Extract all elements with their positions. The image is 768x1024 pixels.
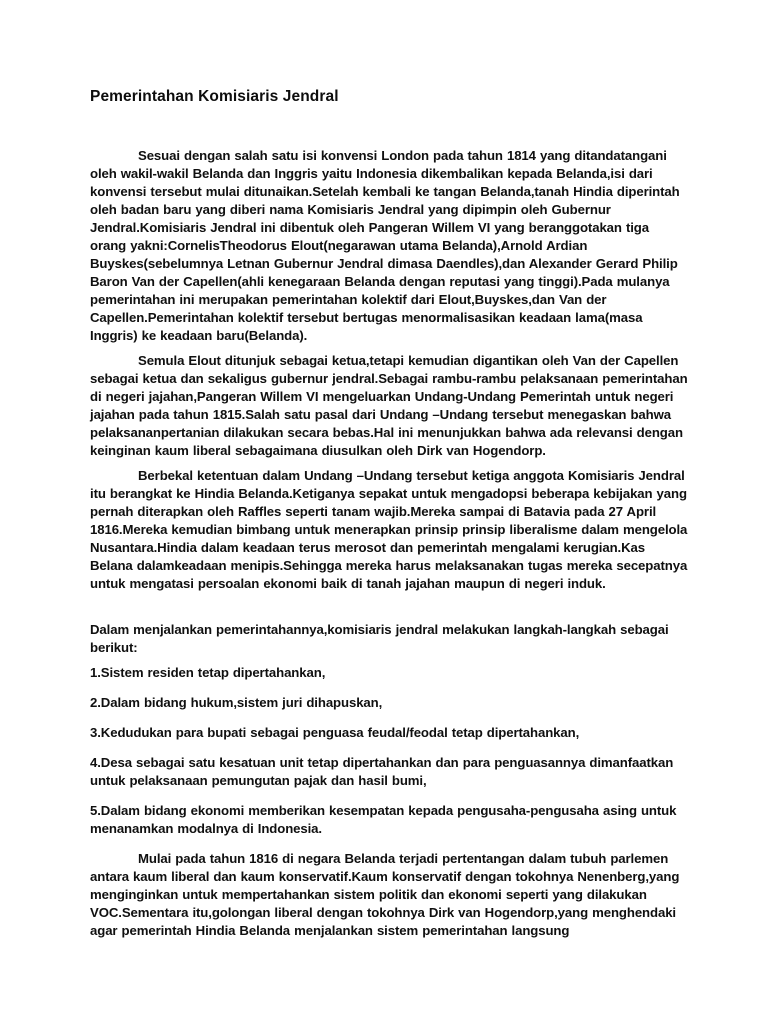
list-item-1: 1.Sistem residen tetap dipertahankan, xyxy=(90,665,326,680)
paragraph-berbekal-ketentuan: Berbekal ketentuan dalam Undang –Undang tersebut ketiga anggota Komisiaris Jendral itu berangkat ke Hindia Belanda.Ketiganya sepakat untuk mengadopsi beberapa kebijakan yang pernah diterapkan oleh Raffles seperti tanam wajib.Mereka sampai di Batavia pada 27 April 1816.Mereka kemudian bimbang untuk menerapkan prinsip prinsip liberalisme dalam mengelola Nusantara.Hindia dalam keadaan terus merosot dan pemerintah mengalami kerugian.Kas Belana dalamkeadaan menipis.Sehingga mereka harus melaksanakan tugas mereka secepatnya untuk mengatasi persoalan ekonomi baik di tanah jajahan maupun di negeri induk. xyxy=(90,468,688,591)
paragraph-semula-elout: Semula Elout ditunjuk sebagai ketua,tetapi kemudian digantikan oleh Van der Capellen sebagai ketua dan sekaligus gubernur jendral.Sebagai rambu-rambu pelaksanaan pemerintahan di negeri jajahan,Pangeran Willem VI mengeluarkan Undang-Undang Pemerintah untuk negeri jajahan pada tahun 1815.Salah satu pasal dari Undang –Undang tersebut menegaskan bahwa pelaksananpertanian dilakukan secara bebas.Hal ini menunjukkan bahwa ada relevansi dengan keinginan kaum liberal sebagaimana diusulkan oleh Dirk van Hogendorp. xyxy=(90,353,688,458)
list-item-4: 4.Desa sebagai satu kesatuan unit tetap dipertahankan dan para penguasannya dimanfaatkan untuk pelaksanaan pemungutan pajak dan hasil bumi, xyxy=(90,755,674,788)
list-item-3: 3.Kedudukan para bupati sebagai penguasa feudal/feodal tetap dipertahankan, xyxy=(90,725,580,740)
page-title: Pemerintahan Komisiaris Jendral xyxy=(90,88,339,105)
list-item-5: 5.Dalam bidang ekonomi memberikan kesempatan kepada pengusaha-pengusaha asing untuk menanamkan modalnya di Indonesia. xyxy=(90,803,677,836)
paragraph-list-intro: Dalam menjalankan pemerintahannya,komisiaris jendral melakukan langkah-langkah sebagai berikut: xyxy=(90,622,669,655)
paragraph-closing: Mulai pada tahun 1816 di negara Belanda terjadi pertentangan dalam tubuh parlemen antara kaum liberal dan kaum konservatif.Kaum konservatif dengan tokohnya Nenenberg,yang menginginkan untuk mempertahankan sistem politik dan ekonomi seperti yang dilakukan VOC.Sementara itu,golongan liberal dengan tokohnya Dirk van Hogendorp,yang menghendaki agar pemerintah Hindia Belanda menjalankan sistem pemerintahan langsung xyxy=(90,851,680,938)
list-item-2: 2.Dalam bidang hukum,sistem juri dihapuskan, xyxy=(90,695,383,710)
paragraph-convention-london: Sesuai dengan salah satu isi konvensi London pada tahun 1814 yang ditandatangani oleh wakil-wakil Belanda dan Inggris yaitu Indonesia dikembalikan kepada Belanda,isi dari konvensi tersebut mulai ditunaikan.Setelah kembali ke tangan Belanda,tanah Hindia diperintah oleh badan baru yang diberi nama Komisiaris Jendral yang dipimpin oleh Gubernur Jendral.Komisiaris Jendral ini dibentuk oleh Pangeran Willem VI yang beranggotakan tiga orang yakni:CornelisTheodorus Elout(negarawan utama Belanda),Arnold Ardian Buyskes(sebelumnya Letnan Gubernur Jendral dimasa Daendles),dan Alexander Gerard Philip Baron Van der Capellen(ahli kenegaraan Belanda dengan reputasi yang tinggi).Pada mulanya pemerintahan ini merupakan pemerintahan kolektif dari Elout,Buyskes,dan Van der Capellen.Pemerintahan kolektif tersebut bertugas menormalisasikan keadaan lama(masa Inggris) ke keadaan baru(Belanda). xyxy=(90,148,680,343)
